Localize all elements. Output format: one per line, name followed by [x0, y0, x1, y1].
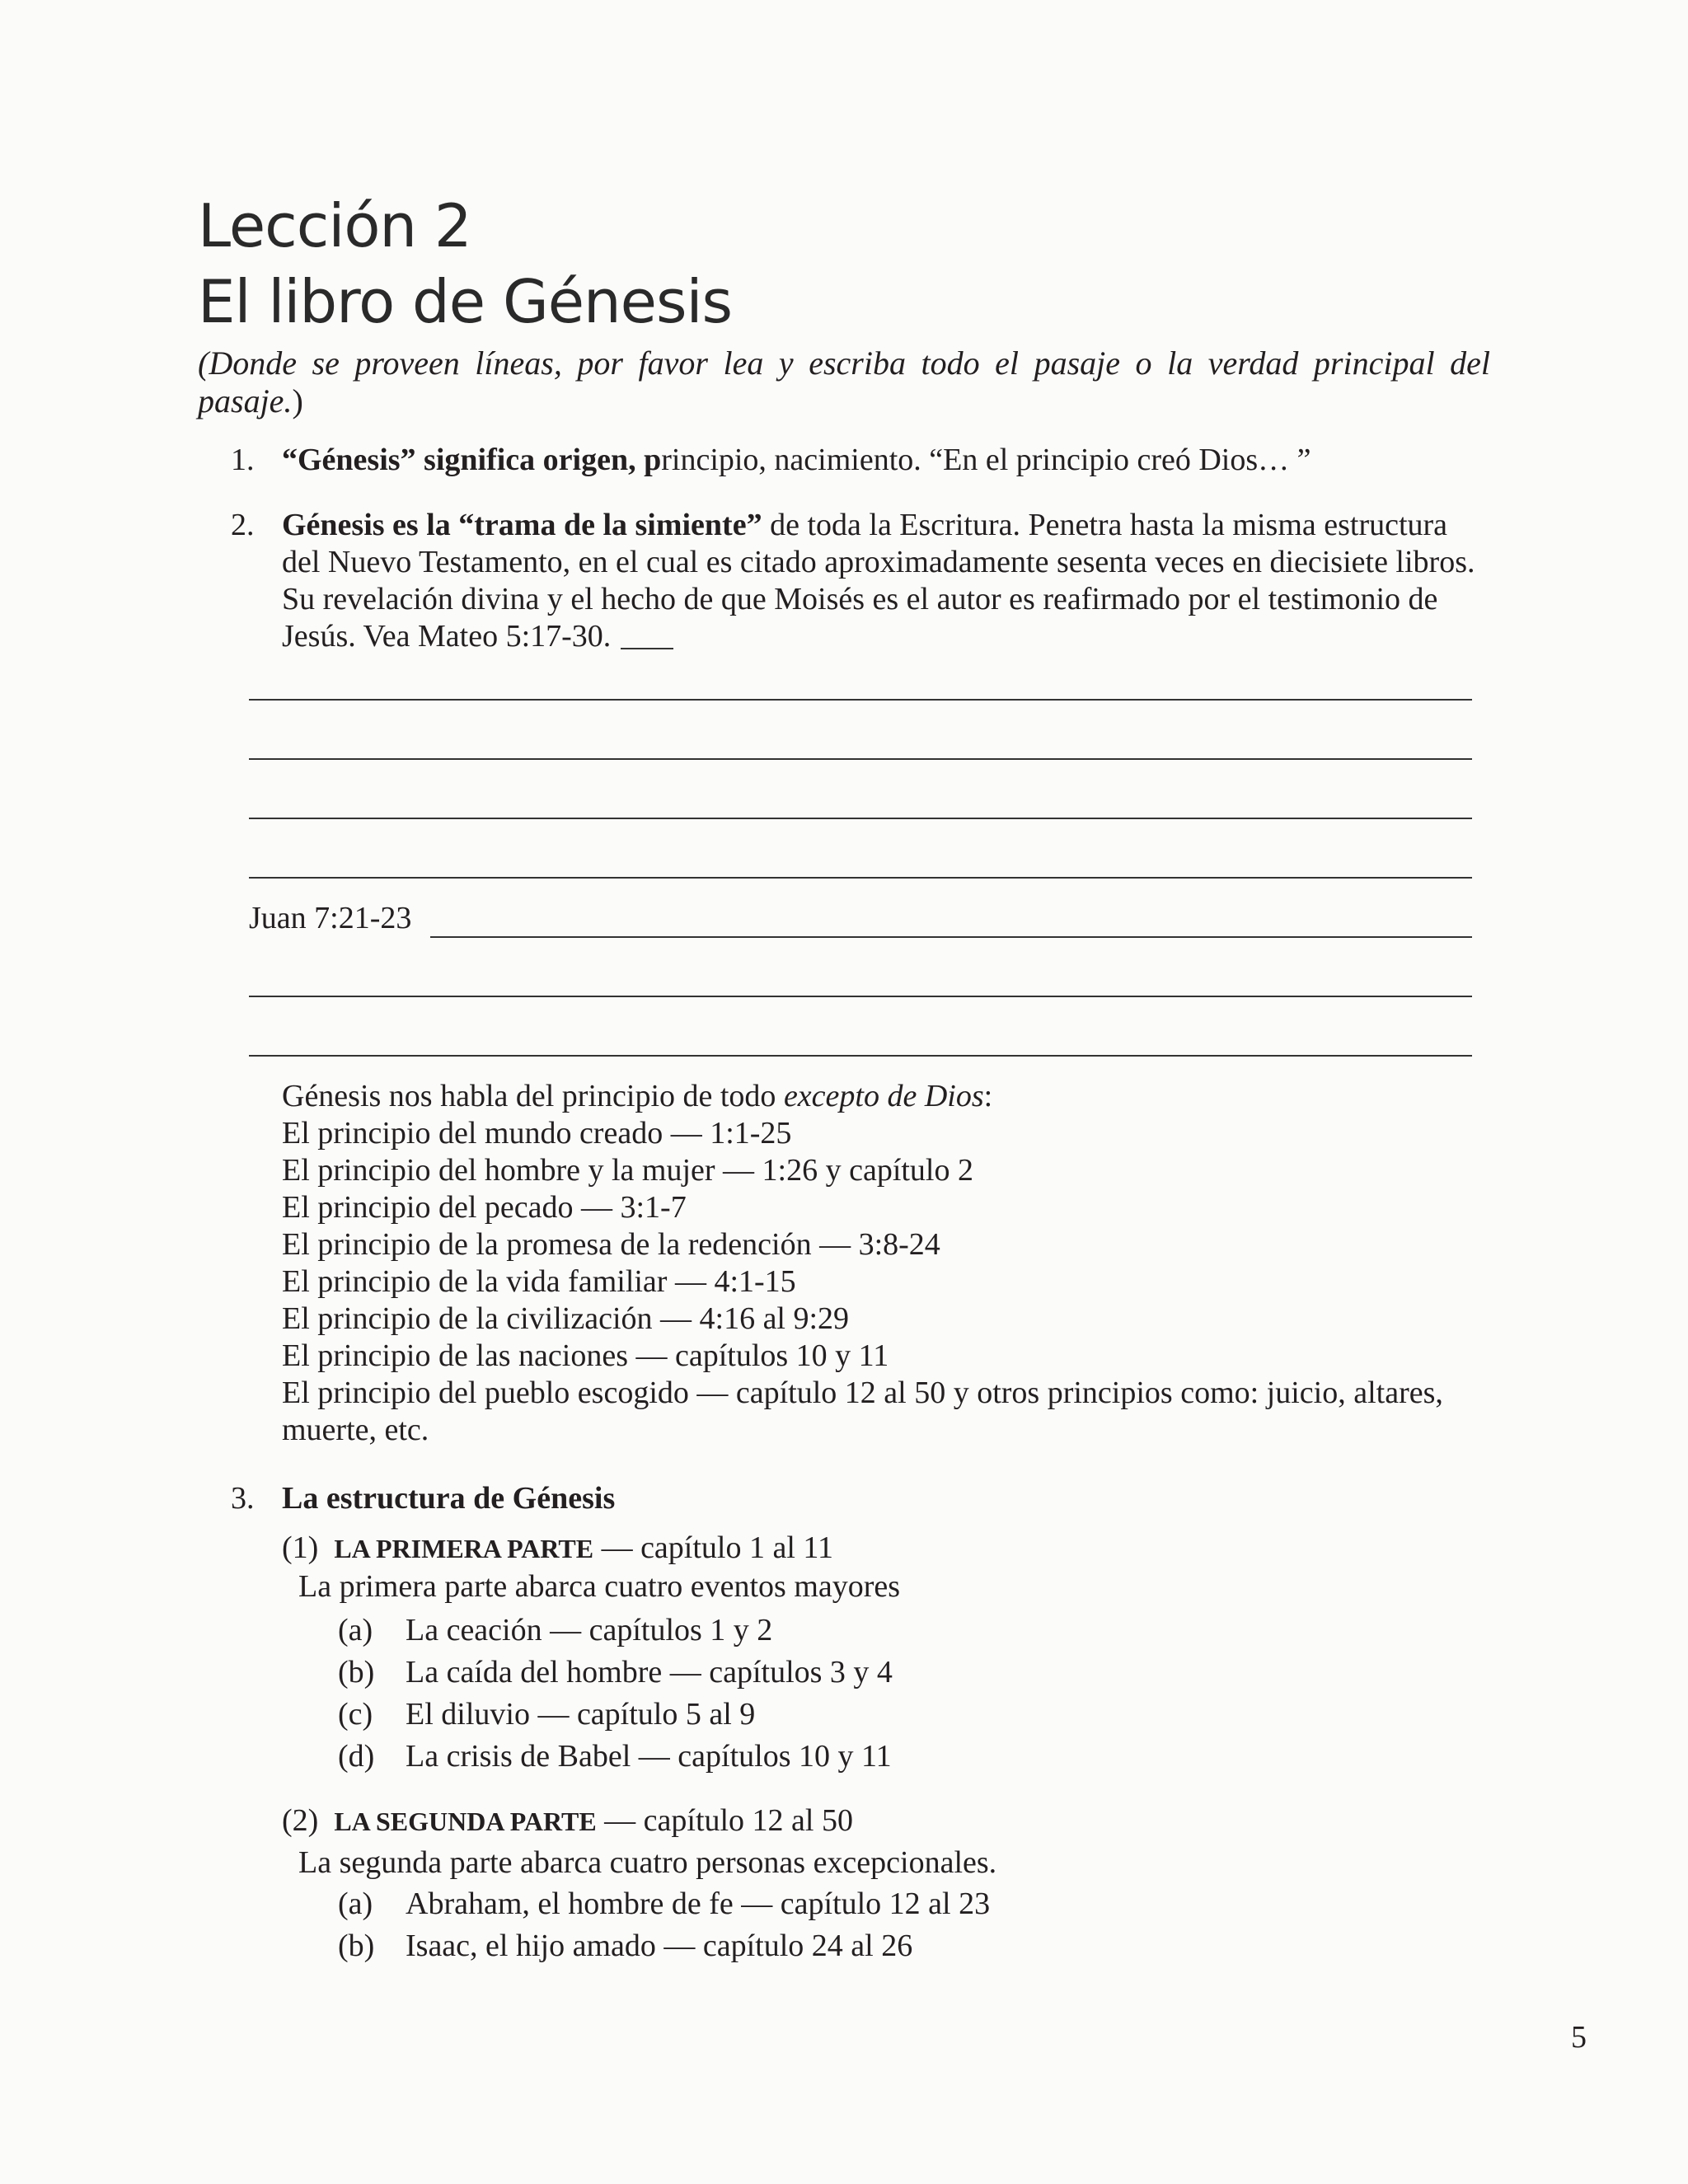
- part-1-description: La primera parte abarca cuatro eventos mayores: [298, 1569, 901, 1604]
- list-item: [338, 1696, 755, 1733]
- list-item-label: (a): [338, 1613, 373, 1647]
- section-3-number: 3.: [231, 1481, 255, 1516]
- beginnings-intro-emphasis: excepto de Dios: [783, 1079, 984, 1113]
- item-2-line4: Jesús. Vea Mateo 5:17-30.: [282, 619, 612, 654]
- list-item: El principio del mundo creado — 1:1-25: [282, 1116, 792, 1151]
- lesson-title-line1: Lección 2: [198, 191, 471, 260]
- instructions-text: (Donde se proveen líneas, por favor lea y escriba todo el pasaje o la verdad principal del pasaje.: [198, 344, 1490, 419]
- list-item: [338, 1928, 912, 1965]
- answer-line[interactable]: [430, 936, 1472, 938]
- answer-line[interactable]: [249, 699, 1472, 701]
- answer-line[interactable]: [249, 877, 1472, 879]
- answer-line[interactable]: [249, 1055, 1472, 1057]
- beginnings-intro-text: Génesis nos habla del principio de todo: [282, 1079, 784, 1113]
- list-item-label: (d): [338, 1739, 375, 1774]
- beginnings-intro-colon: :: [983, 1079, 993, 1113]
- list-item: El principio de la promesa de la redención — 3:8-24: [282, 1227, 940, 1262]
- answer-line[interactable]: [249, 818, 1472, 819]
- lesson-title: [198, 188, 732, 340]
- item-2-line3: Su revelación divina y el hecho de que Moisés es el autor es reafirmado por el testimonio de: [282, 582, 1438, 616]
- juan-reference: Juan 7:21-23: [249, 901, 412, 935]
- item-2-number: 2.: [231, 508, 255, 542]
- part-1-heading: [282, 1530, 833, 1568]
- item-2-line1: de toda la Escritura. Penetra hasta la misma estructura: [762, 508, 1448, 542]
- part-2-range: — capítulo 12 al 50: [596, 1803, 853, 1838]
- list-item-text: Isaac, el hijo amado — capítulo 24 al 26: [406, 1929, 913, 1963]
- list-item: [338, 1738, 892, 1775]
- answer-line[interactable]: [249, 758, 1472, 760]
- list-item: El principio de las naciones — capítulos 10 y 11: [282, 1338, 889, 1373]
- instructions: [198, 344, 1490, 420]
- list-item-text: La crisis de Babel — capítulos 10 y 11: [406, 1739, 892, 1774]
- part-2-name: LA SEGUNDA PARTE: [334, 1807, 597, 1836]
- list-item: [338, 1612, 772, 1649]
- section-3-title: La estructura de Génesis: [282, 1481, 616, 1516]
- lesson-title-line2: El libro de Génesis: [198, 267, 732, 336]
- list-item-label: (b): [338, 1929, 375, 1963]
- item-1-text: rincipio, nacimiento. “En el principio creó Dios… ”: [661, 443, 1311, 477]
- part-2-label: (2): [282, 1803, 319, 1838]
- list-item-text: El diluvio — capítulo 5 al 9: [406, 1697, 756, 1732]
- list-item-text: La ceación — capítulos 1 y 2: [406, 1613, 773, 1647]
- part-1-label: (1): [282, 1530, 319, 1565]
- part-1-range: — capítulo 1 al 11: [593, 1530, 833, 1565]
- page-number: 5: [1571, 2020, 1587, 2055]
- part-2-description: La segunda parte abarca cuatro personas excepcionales.: [298, 1845, 997, 1880]
- beginnings-intro: [282, 1078, 1493, 1115]
- list-item-text: La caída del hombre — capítulos 3 y 4: [406, 1655, 893, 1690]
- item-2-bold: Génesis es la “trama de la simiente”: [282, 508, 762, 542]
- list-item-text: Abraham, el hombre de fe — capítulo 12 al 23: [406, 1886, 991, 1921]
- instructions-close: ): [292, 382, 303, 419]
- beginnings-list: [282, 1078, 1493, 1449]
- list-item: [338, 1654, 893, 1691]
- answer-blank-short[interactable]: [621, 648, 673, 649]
- answer-line[interactable]: [249, 996, 1472, 997]
- list-item-label: (c): [338, 1697, 373, 1732]
- list-item: El principio del pueblo escogido — capítulo 12 al 50 y otros principios como: juicio, altares, muerte, etc.: [282, 1376, 1443, 1447]
- list-item-label: (a): [338, 1886, 373, 1921]
- item-1-number: 1.: [231, 443, 255, 477]
- list-item-label: (b): [338, 1655, 375, 1690]
- list-item: [338, 1886, 990, 1923]
- item-2-line2: del Nuevo Testamento, en el cual es citado aproximadamente sesenta veces en diecisiete libros.: [282, 545, 1475, 579]
- list-item: El principio de la vida familiar — 4:1-15: [282, 1264, 796, 1299]
- list-item: El principio del hombre y la mujer — 1:26 y capítulo 2: [282, 1153, 973, 1188]
- part-1-name: LA PRIMERA PARTE: [334, 1534, 594, 1563]
- item-1-bold: “Génesis” significa origen, p: [282, 443, 662, 477]
- part-2-heading: [282, 1802, 853, 1840]
- list-item: El principio del pecado — 3:1-7: [282, 1190, 687, 1225]
- list-item: El principio de la civilización — 4:16 al 9:29: [282, 1301, 850, 1336]
